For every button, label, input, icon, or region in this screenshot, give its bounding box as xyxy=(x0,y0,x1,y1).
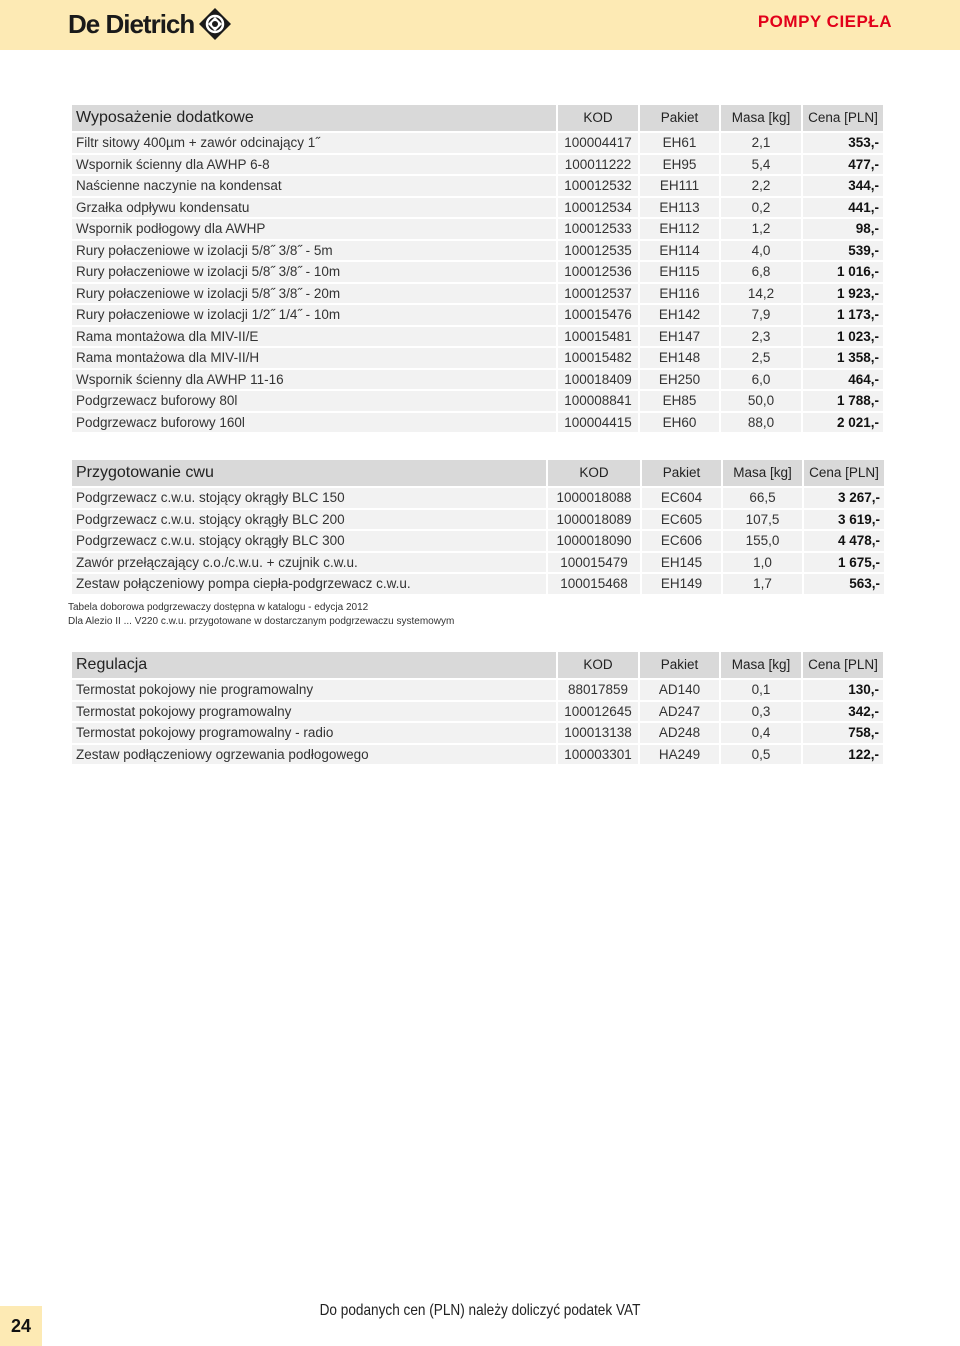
item-mass: 5,4 xyxy=(721,155,801,175)
item-code: 1000018089 xyxy=(548,510,640,530)
table-title: Przygotowanie cwu xyxy=(72,460,546,486)
column-header-kod: KOD xyxy=(548,460,640,486)
item-price: 353,- xyxy=(803,133,883,153)
column-header-kod: KOD xyxy=(558,652,638,678)
table-note: Dla Alezio II ... V220 c.w.u. przygotowane w dostarczanym podgrzewaczu systemowym xyxy=(68,616,455,627)
item-name: Podgrzewacz c.w.u. stojący okrągły BLC 200 xyxy=(72,510,546,530)
item-price: 122,- xyxy=(803,745,883,765)
item-price: 1 173,- xyxy=(803,305,883,325)
item-price: 441,- xyxy=(803,198,883,218)
item-mass: 50,0 xyxy=(721,391,801,411)
item-price: 342,- xyxy=(803,702,883,722)
item-package: EH60 xyxy=(640,413,719,433)
item-mass: 0,2 xyxy=(721,198,801,218)
column-header-cena: Cena [PLN] xyxy=(804,460,884,486)
table-row xyxy=(72,155,883,175)
item-name: Podgrzewacz buforowy 160l xyxy=(72,413,556,433)
item-code: 100015481 xyxy=(558,327,638,347)
item-price: 130,- xyxy=(803,680,883,700)
item-name: Grzałka odpływu kondensatu xyxy=(72,198,556,218)
item-mass: 2,1 xyxy=(721,133,801,153)
item-package: EH113 xyxy=(640,198,719,218)
table-row xyxy=(72,176,883,196)
item-name: Termostat pokojowy nie programowalny xyxy=(72,680,556,700)
table-row xyxy=(72,348,883,368)
item-package: EH95 xyxy=(640,155,719,175)
column-header-cena: Cena [PLN] xyxy=(803,652,883,678)
item-mass: 14,2 xyxy=(721,284,801,304)
item-package: EH114 xyxy=(640,241,719,261)
table-note: Tabela doborowa podgrzewaczy dostępna w katalogu - edycja 2012 xyxy=(68,602,369,613)
column-header-masa: Masa [kg] xyxy=(723,460,802,486)
item-package: EH250 xyxy=(640,370,719,390)
item-name: Zawór przełączający c.o./c.w.u. + czujnik c.w.u. xyxy=(72,553,546,573)
item-package: AD248 xyxy=(640,723,719,743)
item-package: EH145 xyxy=(642,553,721,573)
item-name: Rury połaczeniowe w izolacji 5/8˝ 3/8˝ - 5m xyxy=(72,241,556,261)
item-package: EH149 xyxy=(642,574,721,594)
item-code: 100015479 xyxy=(548,553,640,573)
item-price: 1 358,- xyxy=(803,348,883,368)
item-mass: 7,9 xyxy=(721,305,801,325)
item-price: 2 021,- xyxy=(803,413,883,433)
item-name: Wspornik podłogowy dla AWHP xyxy=(72,219,556,239)
table-title: Regulacja xyxy=(72,652,556,678)
item-name: Rury połaczeniowe w izolacji 5/8˝ 3/8˝ - 10m xyxy=(72,262,556,282)
page-number: 24 xyxy=(0,1306,42,1346)
item-package: AD247 xyxy=(640,702,719,722)
item-name: Naścienne naczynie na kondensat xyxy=(72,176,556,196)
item-price: 3 267,- xyxy=(804,488,884,508)
item-mass: 66,5 xyxy=(723,488,802,508)
column-header-masa: Masa [kg] xyxy=(721,652,801,678)
item-name: Termostat pokojowy programowalny xyxy=(72,702,556,722)
table-row xyxy=(72,198,883,218)
item-package: EH85 xyxy=(640,391,719,411)
table-row xyxy=(72,488,884,508)
brand-name: De Dietrich xyxy=(68,8,195,39)
table-row xyxy=(72,262,883,282)
item-price: 1 923,- xyxy=(803,284,883,304)
item-mass: 1,7 xyxy=(723,574,802,594)
table-row xyxy=(72,531,884,551)
item-package: EC605 xyxy=(642,510,721,530)
item-package: EH112 xyxy=(640,219,719,239)
item-name: Podgrzewacz c.w.u. stojący okrągły BLC 150 xyxy=(72,488,546,508)
item-mass: 2,5 xyxy=(721,348,801,368)
item-code: 100012532 xyxy=(558,176,638,196)
item-mass: 88,0 xyxy=(721,413,801,433)
item-mass: 2,3 xyxy=(721,327,801,347)
item-price: 3 619,- xyxy=(804,510,884,530)
item-code: 100011222 xyxy=(558,155,638,175)
item-name: Rama montażowa dla MIV-II/E xyxy=(72,327,556,347)
item-mass: 1,0 xyxy=(723,553,802,573)
item-mass: 107,5 xyxy=(723,510,802,530)
item-mass: 0,5 xyxy=(721,745,801,765)
table-row xyxy=(72,219,883,239)
item-code: 100015482 xyxy=(558,348,638,368)
diamond-logo-icon xyxy=(198,7,232,41)
column-header-kod: KOD xyxy=(558,105,638,131)
table-row xyxy=(72,574,884,594)
item-code: 100012537 xyxy=(558,284,638,304)
item-price: 98,- xyxy=(803,219,883,239)
item-code: 100012534 xyxy=(558,198,638,218)
item-code: 100003301 xyxy=(558,745,638,765)
item-name: Wspornik ścienny dla AWHP 11-16 xyxy=(72,370,556,390)
item-code: 100004415 xyxy=(558,413,638,433)
item-code: 100012536 xyxy=(558,262,638,282)
item-mass: 155,0 xyxy=(723,531,802,551)
section-title: POMPY CIEPŁA xyxy=(757,12,892,31)
item-name: Zestaw podłączeniowy ogrzewania podłogowego xyxy=(72,745,556,765)
item-name: Rama montażowa dla MIV-II/H xyxy=(72,348,556,368)
table-row xyxy=(72,413,883,433)
item-name: Rury połaczeniowe w izolacji 1/2˝ 1/4˝ - 10m xyxy=(72,305,556,325)
item-name: Rury połaczeniowe w izolacji 5/8˝ 3/8˝ - 20m xyxy=(72,284,556,304)
item-mass: 4,0 xyxy=(721,241,801,261)
table-title: Wyposażenie dodatkowe xyxy=(72,105,556,131)
table-row xyxy=(72,702,883,722)
item-mass: 1,2 xyxy=(721,219,801,239)
item-package: EH61 xyxy=(640,133,719,153)
table-row xyxy=(72,391,883,411)
table-header xyxy=(72,460,884,486)
item-package: EH147 xyxy=(640,327,719,347)
item-mass: 0,3 xyxy=(721,702,801,722)
table-row xyxy=(72,241,883,261)
item-price: 539,- xyxy=(803,241,883,261)
item-code: 100013138 xyxy=(558,723,638,743)
item-name: Termostat pokojowy programowalny - radio xyxy=(72,723,556,743)
table-row xyxy=(72,553,884,573)
item-package: EH142 xyxy=(640,305,719,325)
item-package: EC606 xyxy=(642,531,721,551)
item-package: EH116 xyxy=(640,284,719,304)
table-row xyxy=(72,723,883,743)
column-header-pakiet: Pakiet xyxy=(642,460,721,486)
table-row xyxy=(72,327,883,347)
item-price: 1 016,- xyxy=(803,262,883,282)
brand-logo xyxy=(68,6,232,42)
item-mass: 2,2 xyxy=(721,176,801,196)
column-header-pakiet: Pakiet xyxy=(640,105,719,131)
item-price: 477,- xyxy=(803,155,883,175)
item-code: 100012535 xyxy=(558,241,638,261)
item-package: EH115 xyxy=(640,262,719,282)
item-price: 344,- xyxy=(803,176,883,196)
item-code: 100015476 xyxy=(558,305,638,325)
table-header xyxy=(72,652,883,678)
item-code: 100008841 xyxy=(558,391,638,411)
column-header-masa: Masa [kg] xyxy=(721,105,801,131)
item-code: 100015468 xyxy=(548,574,640,594)
vat-note: Do podanych cen (PLN) należy doliczyć podatek VAT xyxy=(319,1302,641,1319)
item-code: 100012533 xyxy=(558,219,638,239)
item-price: 464,- xyxy=(803,370,883,390)
item-mass: 6,0 xyxy=(721,370,801,390)
item-price: 1 788,- xyxy=(803,391,883,411)
item-package: EC604 xyxy=(642,488,721,508)
item-name: Wspornik ścienny dla AWHP 6-8 xyxy=(72,155,556,175)
item-mass: 6,8 xyxy=(721,262,801,282)
item-price: 758,- xyxy=(803,723,883,743)
item-price: 1 675,- xyxy=(804,553,884,573)
dhw-table xyxy=(70,458,886,596)
item-mass: 0,4 xyxy=(721,723,801,743)
item-code: 88017859 xyxy=(558,680,638,700)
table-row xyxy=(72,133,883,153)
item-code: 100018409 xyxy=(558,370,638,390)
table-row xyxy=(72,680,883,700)
table-row xyxy=(72,305,883,325)
item-price: 4 478,- xyxy=(804,531,884,551)
item-package: AD140 xyxy=(640,680,719,700)
table-row xyxy=(72,284,883,304)
item-package: EH148 xyxy=(640,348,719,368)
table-row xyxy=(72,370,883,390)
column-header-cena: Cena [PLN] xyxy=(803,105,883,131)
table-header xyxy=(72,105,883,131)
item-name: Podgrzewacz buforowy 80l xyxy=(72,391,556,411)
item-code: 1000018088 xyxy=(548,488,640,508)
table-row xyxy=(72,745,883,765)
control-table xyxy=(70,650,885,766)
item-mass: 0,1 xyxy=(721,680,801,700)
item-price: 563,- xyxy=(804,574,884,594)
item-name: Filtr sitowy 400µm + zawór odcinający 1˝ xyxy=(72,133,556,153)
item-name: Zestaw połączeniowy pompa ciepła-podgrzewacz c.w.u. xyxy=(72,574,546,594)
accessories-table xyxy=(70,103,885,434)
item-package: HA249 xyxy=(640,745,719,765)
item-code: 100012645 xyxy=(558,702,638,722)
item-name: Podgrzewacz c.w.u. stojący okrągły BLC 300 xyxy=(72,531,546,551)
item-code: 1000018090 xyxy=(548,531,640,551)
item-package: EH111 xyxy=(640,176,719,196)
item-code: 100004417 xyxy=(558,133,638,153)
column-header-pakiet: Pakiet xyxy=(640,652,719,678)
item-price: 1 023,- xyxy=(803,327,883,347)
table-row xyxy=(72,510,884,530)
